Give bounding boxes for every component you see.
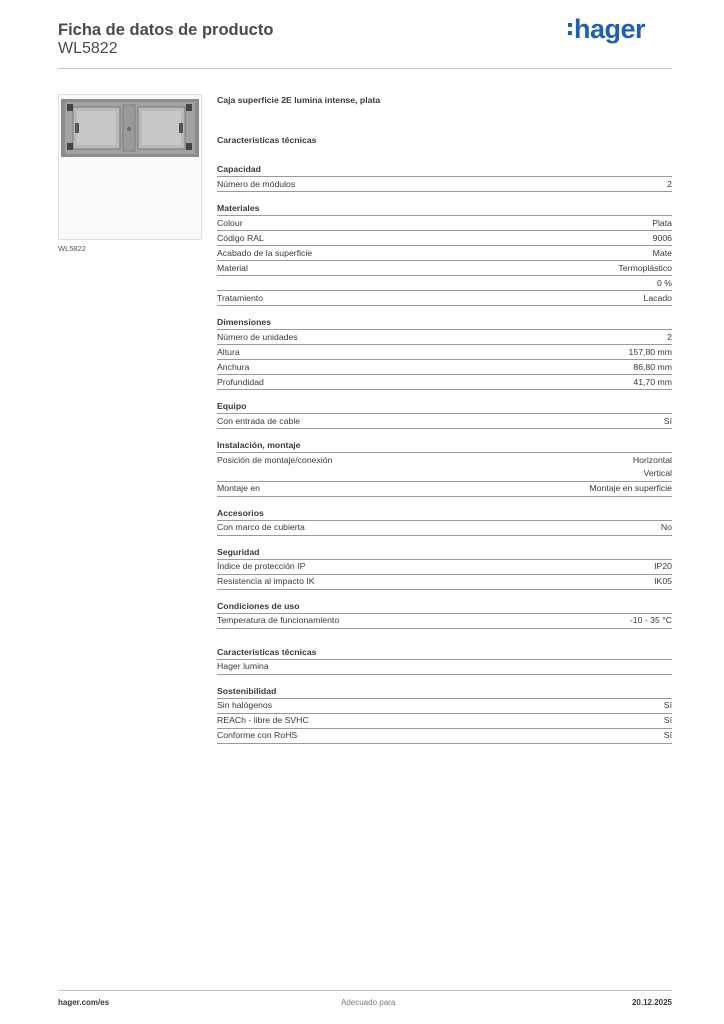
spec-label: Temperatura de funcionamiento: [217, 615, 340, 625]
spec-row: [217, 575, 672, 590]
group-dimensiones: [217, 316, 672, 390]
spec-value: Sí: [663, 730, 672, 740]
product-code: WL5822: [58, 40, 118, 57]
spec-value: 86,80 mm: [633, 361, 672, 372]
group-equipo: [217, 400, 672, 429]
logo-text: hager: [574, 14, 646, 44]
group-title: Accesorios: [217, 507, 672, 521]
spec-label: Resistencia al impacto IK: [217, 576, 315, 586]
spec-row: [217, 177, 672, 192]
group-condiciones: [217, 600, 672, 629]
spec-label: Acabado de la superficie: [217, 247, 313, 258]
spec-label: Montaje en: [217, 483, 260, 493]
spec-label: Altura: [217, 346, 240, 357]
spec-label: Índice de protección IP: [217, 561, 306, 571]
group-accesorios: [217, 507, 672, 536]
hager-logo: [568, 14, 645, 45]
group-title: Materiales: [217, 202, 672, 216]
group-title: Características técnicas: [217, 646, 672, 660]
spec-label: Conforme con RoHS: [217, 730, 298, 740]
spec-value: Sí: [663, 715, 672, 725]
spec-value: 2: [667, 178, 672, 189]
group-title: Capacidad: [217, 163, 672, 177]
spec-row: [217, 729, 672, 744]
spec-value: 157,80 mm: [628, 346, 672, 357]
spec-value: Vertical: [643, 468, 672, 478]
image-caption: WL5822: [58, 244, 86, 253]
spec-row: [217, 714, 672, 729]
spec-value: Sí: [663, 700, 672, 710]
group-caracteristicas: [217, 646, 672, 675]
footer-note: Adecuado para: [341, 998, 396, 1007]
spec-row: [217, 560, 672, 575]
group-title: Condiciones de uso: [217, 600, 672, 614]
spec-value: Sí: [663, 415, 672, 426]
spec-row: [217, 231, 672, 246]
page-title: Ficha de datos de producto: [58, 21, 274, 39]
spec-row: [217, 660, 672, 675]
spec-label: Material: [217, 262, 248, 273]
footer-website-link[interactable]: hager.com/es: [58, 998, 110, 1007]
spec-label: Colour: [217, 217, 243, 228]
header-divider: [58, 68, 672, 69]
spec-value: -10 - 35 °C: [629, 615, 672, 625]
spec-label: REACh - libre de SVHC: [217, 715, 309, 725]
spec-row: [217, 699, 672, 714]
group-title: Sostenibilidad: [217, 685, 672, 699]
spec-value: IK05: [654, 576, 672, 586]
spec-label: Tratamiento: [217, 292, 264, 303]
spec-value-multi: [633, 454, 672, 481]
spec-value: Plata: [652, 217, 672, 228]
spec-row: [217, 246, 672, 261]
spec-sheet: [217, 95, 672, 754]
spec-value: 2: [667, 331, 672, 342]
spec-label: Código RAL: [217, 232, 264, 243]
group-title: Seguridad: [217, 546, 672, 560]
spec-value: Lacado: [643, 292, 672, 303]
spec-row: [217, 345, 672, 360]
spec-row: [217, 216, 672, 231]
group-instalacion: [217, 439, 672, 497]
spec-value: Horizontal: [632, 454, 672, 465]
spec-row: [217, 453, 672, 482]
logo-dots-icon: [568, 23, 572, 35]
spec-heading: Características técnicas: [217, 135, 317, 145]
spec-label: Profundidad: [217, 376, 264, 387]
group-capacidad: [217, 163, 672, 192]
spec-value: 41,70 mm: [633, 376, 672, 387]
spec-value: 0 %: [657, 277, 672, 288]
group-title: Equipo: [217, 400, 672, 414]
spec-label: Con marco de cubierta: [217, 522, 305, 532]
group-seguridad: [217, 546, 672, 590]
spec-label: Número de unidades: [217, 331, 298, 342]
spec-row: [217, 291, 672, 306]
spec-value: Mate: [652, 247, 672, 258]
spec-label: Número de módulos: [217, 178, 296, 189]
product-image: [58, 94, 202, 240]
spec-value: IP20: [654, 561, 672, 571]
spec-row: [217, 330, 672, 345]
spec-row: [217, 276, 672, 291]
spec-label: Con entrada de cable: [217, 415, 301, 426]
spec-label: Posición de montaje/conexión: [217, 454, 333, 465]
spec-row: [217, 360, 672, 375]
spec-row: [217, 614, 672, 629]
spec-row: [217, 414, 672, 429]
surface-box-illustration: [59, 95, 201, 239]
spec-label: Anchura: [217, 361, 250, 372]
group-materiales: [217, 202, 672, 306]
spec-row: [217, 521, 672, 536]
spec-row: [217, 261, 672, 276]
spec-value: No: [660, 522, 672, 532]
product-title: Caja superficie 2E lumina intense, plata: [217, 95, 381, 105]
spec-label: Sin halógenos: [217, 700, 273, 710]
group-sostenibilidad: [217, 685, 672, 744]
footer-date: 20.12.2025: [631, 998, 672, 1007]
spec-value: Montaje en superficie: [589, 483, 672, 493]
spec-value: Termoplástico: [618, 262, 672, 273]
group-title: Dimensiones: [217, 316, 672, 330]
spec-row: [217, 482, 672, 497]
spec-row: [217, 375, 672, 390]
group-title: Instalación, montaje: [217, 439, 672, 453]
spec-label: Hager lumina: [217, 661, 269, 671]
spec-value: 9006: [652, 232, 672, 243]
footer-divider: [58, 990, 672, 991]
